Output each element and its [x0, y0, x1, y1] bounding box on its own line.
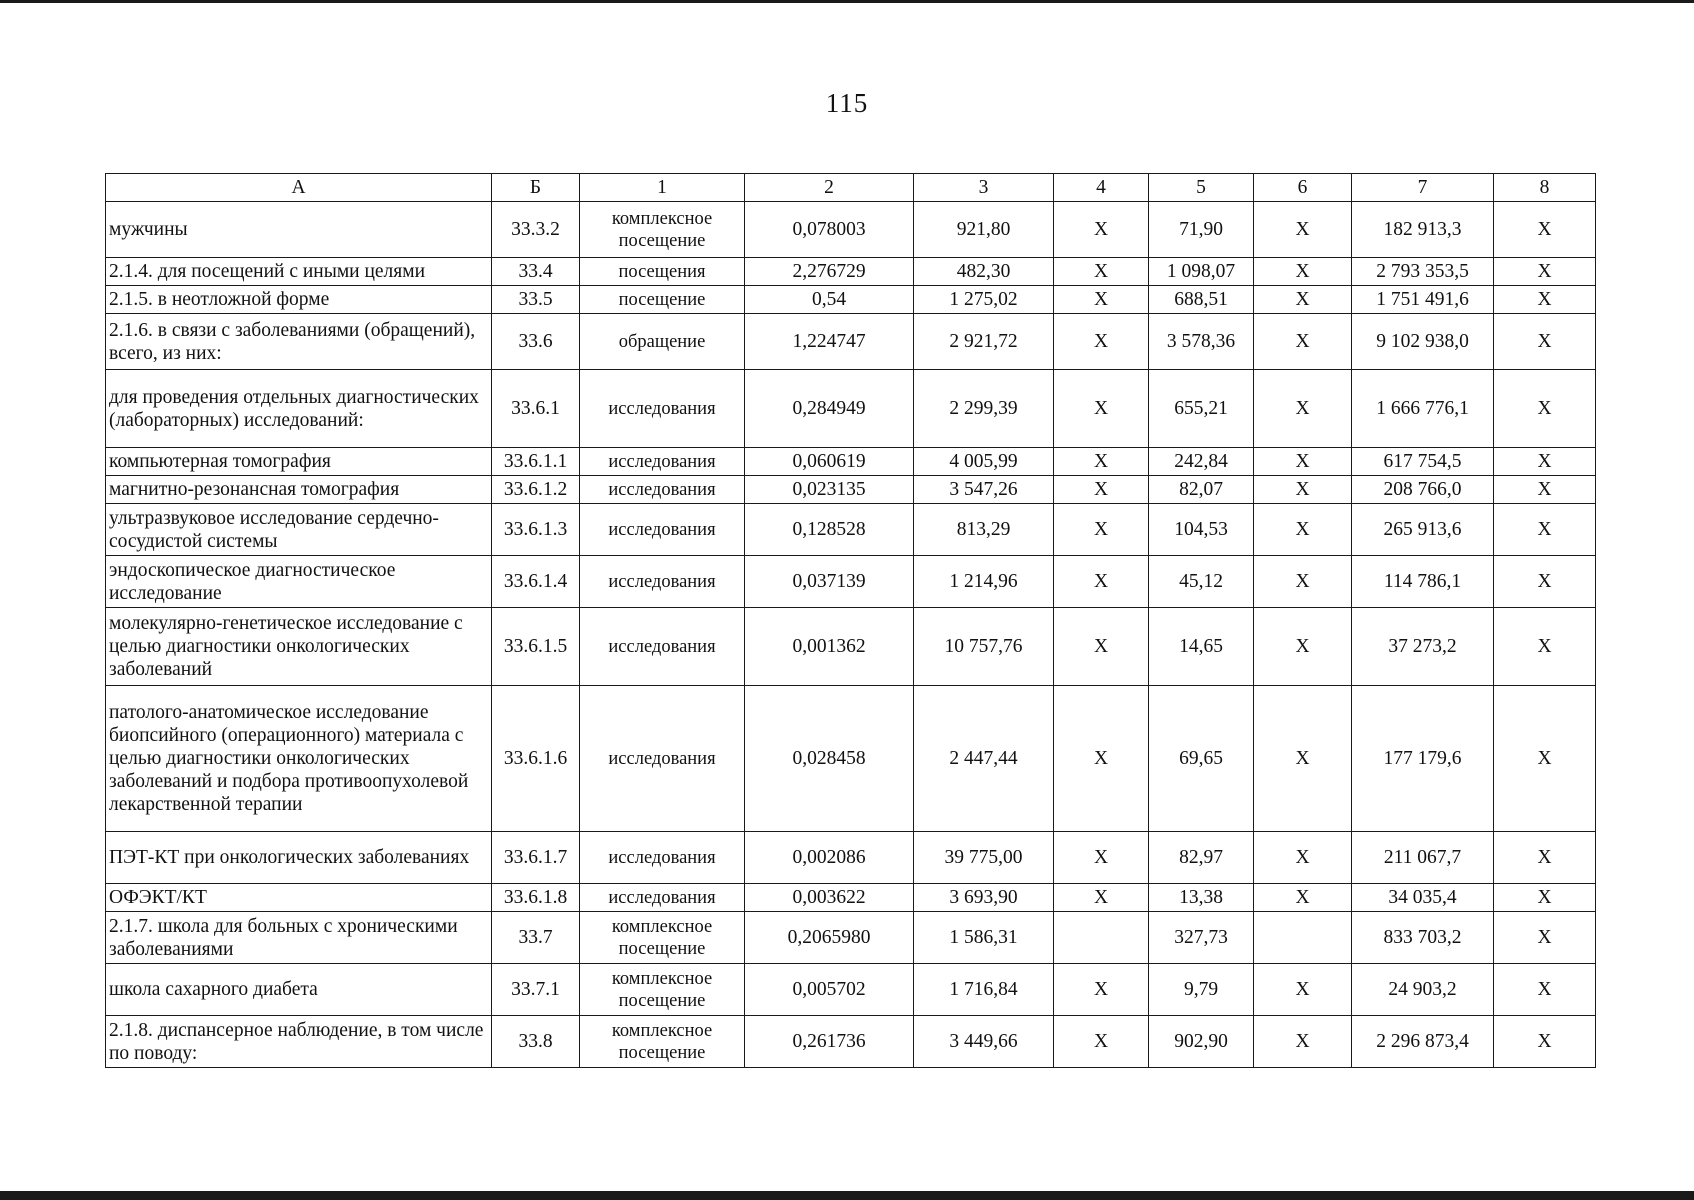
header-cell-4: 4 [1054, 174, 1149, 202]
cell-col6: Х [1254, 286, 1352, 314]
cell-col8: Х [1494, 504, 1596, 556]
cell-name: 2.1.7. школа для больных с хроническими заболеваниями [106, 912, 492, 964]
cell-col6: Х [1254, 608, 1352, 686]
cell-col7: 208 766,0 [1352, 476, 1494, 504]
scan-bottom-border [0, 1191, 1694, 1200]
cell-col7: 617 754,5 [1352, 448, 1494, 476]
cell-col5: 71,90 [1149, 202, 1254, 258]
cell-col5: 9,79 [1149, 964, 1254, 1016]
cell-col2: 0,128528 [745, 504, 914, 556]
cell-col2: 0,001362 [745, 608, 914, 686]
cell-col5: 242,84 [1149, 448, 1254, 476]
cell-col6 [1254, 912, 1352, 964]
header-cell-8: 8 [1494, 174, 1596, 202]
cell-col5: 69,65 [1149, 686, 1254, 832]
cell-col7: 34 035,4 [1352, 884, 1494, 912]
cell-col4: Х [1054, 448, 1149, 476]
cell-code: 33.4 [492, 258, 580, 286]
cell-col6: Х [1254, 202, 1352, 258]
cell-col7: 1 666 776,1 [1352, 370, 1494, 448]
header-cell-2: 2 [745, 174, 914, 202]
cell-col4 [1054, 912, 1149, 964]
cell-col2: 0,028458 [745, 686, 914, 832]
header-row [106, 174, 1596, 202]
table-row [106, 258, 1596, 286]
cell-col3: 3 547,26 [914, 476, 1054, 504]
cell-col6: Х [1254, 370, 1352, 448]
cell-unit: исследования [580, 686, 745, 832]
cell-col5: 655,21 [1149, 370, 1254, 448]
cell-col8: Х [1494, 964, 1596, 1016]
cell-col6: Х [1254, 1016, 1352, 1068]
cell-name: компьютерная томография [106, 448, 492, 476]
cell-col3: 2 921,72 [914, 314, 1054, 370]
cell-col5: 82,97 [1149, 832, 1254, 884]
cell-col7: 833 703,2 [1352, 912, 1494, 964]
cell-col4: Х [1054, 964, 1149, 1016]
header-cell-a: А [106, 174, 492, 202]
cell-unit: комплексное посещение [580, 1016, 745, 1068]
cell-col5: 327,73 [1149, 912, 1254, 964]
cell-unit: обращение [580, 314, 745, 370]
cell-col3: 3 693,90 [914, 884, 1054, 912]
cell-col3: 39 775,00 [914, 832, 1054, 884]
cell-col7: 114 786,1 [1352, 556, 1494, 608]
cell-col2: 0,037139 [745, 556, 914, 608]
scan-top-border [0, 0, 1694, 3]
cell-col5: 82,07 [1149, 476, 1254, 504]
cell-code: 33.6.1.1 [492, 448, 580, 476]
cell-col2: 2,276729 [745, 258, 914, 286]
cell-col2: 0,078003 [745, 202, 914, 258]
cell-name: ПЭТ-КТ при онкологических заболеваниях [106, 832, 492, 884]
cell-col3: 2 299,39 [914, 370, 1054, 448]
table-row [106, 556, 1596, 608]
cell-col2: 0,060619 [745, 448, 914, 476]
cell-col5: 13,38 [1149, 884, 1254, 912]
cell-col6: Х [1254, 686, 1352, 832]
header-cell-7: 7 [1352, 174, 1494, 202]
cell-unit: исследования [580, 556, 745, 608]
cell-name: эндоскопическое диагностическое исследование [106, 556, 492, 608]
cell-code: 33.7 [492, 912, 580, 964]
cell-col6: Х [1254, 258, 1352, 286]
cell-name: 2.1.8. диспансерное наблюдение, в том числе по поводу: [106, 1016, 492, 1068]
table-row [106, 202, 1596, 258]
table-body [106, 202, 1596, 1068]
cell-code: 33.6.1.8 [492, 884, 580, 912]
header-cell-1: 1 [580, 174, 745, 202]
cell-col4: Х [1054, 608, 1149, 686]
cell-name: молекулярно-генетическое исследование с целью диагностики онкологических заболеваний [106, 608, 492, 686]
cell-col4: Х [1054, 1016, 1149, 1068]
cell-unit: комплексное посещение [580, 964, 745, 1016]
cell-col4: Х [1054, 476, 1149, 504]
cell-unit: исследования [580, 370, 745, 448]
cell-col7: 9 102 938,0 [1352, 314, 1494, 370]
cell-name: ультразвуковое исследование сердечно-сосудистой системы [106, 504, 492, 556]
cell-col3: 1 275,02 [914, 286, 1054, 314]
cell-col2: 1,224747 [745, 314, 914, 370]
cell-col3: 1 586,31 [914, 912, 1054, 964]
cell-col5: 902,90 [1149, 1016, 1254, 1068]
table-row [106, 912, 1596, 964]
cell-col4: Х [1054, 314, 1149, 370]
header-cell-6: 6 [1254, 174, 1352, 202]
cell-col4: Х [1054, 370, 1149, 448]
cell-col7: 177 179,6 [1352, 686, 1494, 832]
cell-col3: 482,30 [914, 258, 1054, 286]
cell-name: патолого-анатомическое исследование биопсийного (операционного) материала с целью диагностики онкологических заболеваний и подбора противоопухолевой лекарственной терапии [106, 686, 492, 832]
table-row [106, 476, 1596, 504]
header-cell-5: 5 [1149, 174, 1254, 202]
table-row [106, 608, 1596, 686]
cell-col6: Х [1254, 884, 1352, 912]
cell-col8: Х [1494, 202, 1596, 258]
cell-col8: Х [1494, 1016, 1596, 1068]
cell-name: мужчины [106, 202, 492, 258]
cell-unit: исследования [580, 448, 745, 476]
cell-col3: 1 716,84 [914, 964, 1054, 1016]
cell-unit: исследования [580, 608, 745, 686]
cell-col7: 37 273,2 [1352, 608, 1494, 686]
cell-col6: Х [1254, 476, 1352, 504]
cell-col2: 0,003622 [745, 884, 914, 912]
cell-col2: 0,005702 [745, 964, 914, 1016]
cell-code: 33.3.2 [492, 202, 580, 258]
cell-col2: 0,023135 [745, 476, 914, 504]
cell-col7: 1 751 491,6 [1352, 286, 1494, 314]
table-row [106, 448, 1596, 476]
cell-col5: 3 578,36 [1149, 314, 1254, 370]
table-row [106, 832, 1596, 884]
cell-col7: 182 913,3 [1352, 202, 1494, 258]
cell-name: школа сахарного диабета [106, 964, 492, 1016]
cell-col8: Х [1494, 448, 1596, 476]
cell-code: 33.6.1.2 [492, 476, 580, 504]
cell-unit: комплексное посещение [580, 202, 745, 258]
cell-col7: 24 903,2 [1352, 964, 1494, 1016]
cell-col8: Х [1494, 476, 1596, 504]
cell-code: 33.6.1.7 [492, 832, 580, 884]
cell-unit: исследования [580, 832, 745, 884]
cell-col2: 0,284949 [745, 370, 914, 448]
cell-code: 33.6.1.5 [492, 608, 580, 686]
cell-col4: Х [1054, 556, 1149, 608]
cell-code: 33.6.1.3 [492, 504, 580, 556]
cell-name: 2.1.4. для посещений с иными целями [106, 258, 492, 286]
cell-col7: 211 067,7 [1352, 832, 1494, 884]
cell-name: для проведения отдельных диагностических (лабораторных) исследований: [106, 370, 492, 448]
cell-col6: Х [1254, 832, 1352, 884]
cell-col8: Х [1494, 912, 1596, 964]
cell-col4: Х [1054, 884, 1149, 912]
cell-unit: исследования [580, 504, 745, 556]
cell-unit: исследования [580, 476, 745, 504]
cell-col3: 3 449,66 [914, 1016, 1054, 1068]
cell-name: 2.1.6. в связи с заболеваниями (обращений), всего, из них: [106, 314, 492, 370]
table-row [106, 370, 1596, 448]
cell-unit: посещение [580, 286, 745, 314]
data-table [105, 173, 1596, 1068]
cell-col8: Х [1494, 314, 1596, 370]
table-row [106, 964, 1596, 1016]
header-cell-b: Б [492, 174, 580, 202]
cell-col8: Х [1494, 286, 1596, 314]
table-row [106, 686, 1596, 832]
cell-name: ОФЭКТ/КТ [106, 884, 492, 912]
cell-unit: исследования [580, 884, 745, 912]
cell-col7: 265 913,6 [1352, 504, 1494, 556]
cell-col8: Х [1494, 832, 1596, 884]
cell-col8: Х [1494, 556, 1596, 608]
cell-col4: Х [1054, 202, 1149, 258]
cell-col8: Х [1494, 258, 1596, 286]
page-number: 115 [825, 88, 869, 118]
cell-col5: 1 098,07 [1149, 258, 1254, 286]
cell-code: 33.5 [492, 286, 580, 314]
cell-code: 33.6.1.6 [492, 686, 580, 832]
cell-col4: Х [1054, 258, 1149, 286]
cell-name: 2.1.5. в неотложной форме [106, 286, 492, 314]
cell-unit: комплексное посещение [580, 912, 745, 964]
cell-col7: 2 296 873,4 [1352, 1016, 1494, 1068]
cell-col8: Х [1494, 608, 1596, 686]
cell-name: магнитно-резонансная томография [106, 476, 492, 504]
table-row [106, 884, 1596, 912]
cell-col3: 921,80 [914, 202, 1054, 258]
cell-col2: 0,002086 [745, 832, 914, 884]
cell-col5: 14,65 [1149, 608, 1254, 686]
cell-col7: 2 793 353,5 [1352, 258, 1494, 286]
cell-col3: 10 757,76 [914, 608, 1054, 686]
header-cell-3: 3 [914, 174, 1054, 202]
cell-col5: 45,12 [1149, 556, 1254, 608]
cell-col2: 0,261736 [745, 1016, 914, 1068]
cell-col6: Х [1254, 504, 1352, 556]
cell-col3: 813,29 [914, 504, 1054, 556]
cell-col5: 688,51 [1149, 286, 1254, 314]
cell-col8: Х [1494, 686, 1596, 832]
cell-col6: Х [1254, 448, 1352, 476]
table-row [106, 1016, 1596, 1068]
cell-code: 33.6.1.4 [492, 556, 580, 608]
cell-unit: посещения [580, 258, 745, 286]
cell-col4: Х [1054, 686, 1149, 832]
cell-col6: Х [1254, 314, 1352, 370]
cell-col3: 1 214,96 [914, 556, 1054, 608]
cell-col4: Х [1054, 286, 1149, 314]
table-row [106, 504, 1596, 556]
cell-col3: 4 005,99 [914, 448, 1054, 476]
cell-col8: Х [1494, 884, 1596, 912]
cell-col6: Х [1254, 556, 1352, 608]
cell-col2: 0,2065980 [745, 912, 914, 964]
cell-code: 33.6 [492, 314, 580, 370]
cell-col4: Х [1054, 504, 1149, 556]
cell-code: 33.7.1 [492, 964, 580, 1016]
cell-col5: 104,53 [1149, 504, 1254, 556]
table-row [106, 286, 1596, 314]
table-row [106, 314, 1596, 370]
cell-col4: Х [1054, 832, 1149, 884]
cell-col8: Х [1494, 370, 1596, 448]
cell-col6: Х [1254, 964, 1352, 1016]
cell-code: 33.6.1 [492, 370, 580, 448]
cell-code: 33.8 [492, 1016, 580, 1068]
cell-col2: 0,54 [745, 286, 914, 314]
cell-col3: 2 447,44 [914, 686, 1054, 832]
